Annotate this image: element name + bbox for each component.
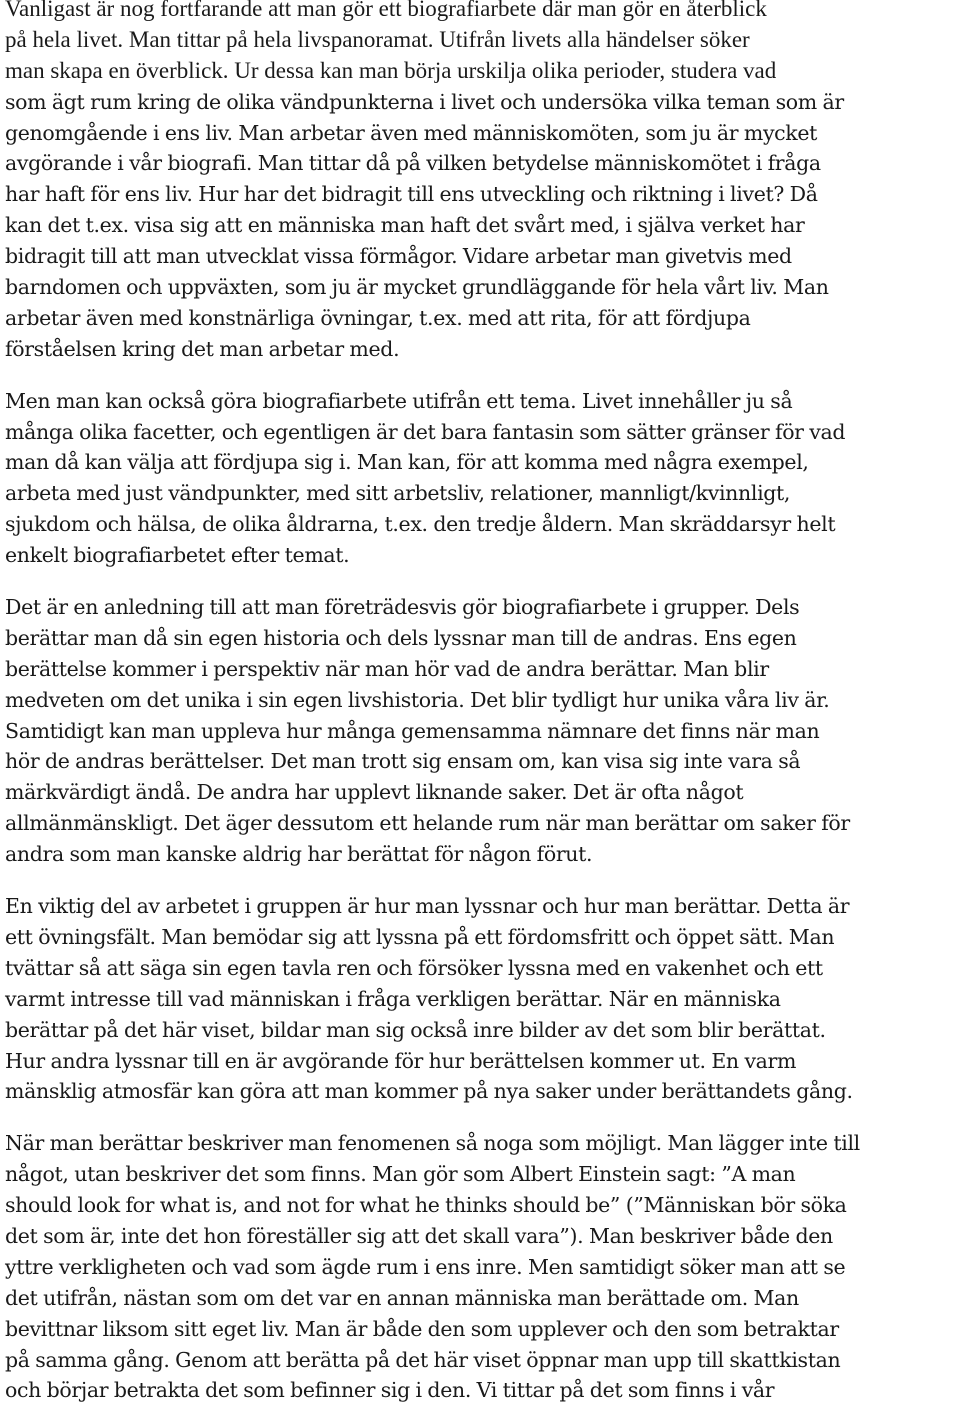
- text-line: allmänmänskligt. Det äger dessutom ett helande rum när man berättar om saker för: [5, 811, 850, 836]
- text-line: sjukdom och hälsa, de olika åldrarna, t.ex. den tredje åldern. Man skräddarsyr helt: [5, 512, 836, 537]
- text-line: bidragit till att man utvecklat vissa förmågor. Vidare arbetar man givetvis med: [5, 244, 792, 269]
- text-line: något, utan beskriver det som finns. Man gör som Albert Einstein sagt: ”A man: [5, 1162, 796, 1187]
- text-line: Men man kan också göra biografiarbete utifrån ett tema. Livet innehåller ju så: [5, 388, 793, 413]
- text-line: man då kan välja att fördjupa sig i. Man kan, för att komma med några exempel,: [5, 450, 809, 475]
- text-line: som ägt rum kring de olika vändpunkterna i livet och undersöka vilka teman som är: [5, 89, 844, 114]
- text-line: medveten om det unika i sin egen livshistoria. Det blir tydligt hur unika våra liv är.: [5, 687, 830, 712]
- text-line: kan det t.ex. visa sig att en människa man haft det svårt med, i själva verket har: [5, 213, 805, 238]
- text-line: bevittnar liksom sitt eget liv. Man är både den som upplever och den som betraktar: [5, 1316, 839, 1341]
- text-line: avgörande i vår biografi. Man tittar då på vilken betydelse människomötet i fråga: [5, 151, 821, 176]
- text-line: och börjar betrakta det som befinner sig i den. Vi tittar på det som finns i vår: [5, 1378, 775, 1403]
- text-line: enkelt biografiarbetet efter temat.: [5, 543, 350, 568]
- text-line: har haft för ens liv. Hur har det bidragit till ens utveckling och riktning i livet? Då: [5, 182, 818, 207]
- text-line: yttre verkligheten och vad som ägde rum i ens inre. Men samtidigt söker man att se: [5, 1254, 846, 1279]
- text-line: ett övningsfält. Man bemödar sig att lyssna på ett fördomsfritt och öppet sätt. Man: [5, 924, 835, 949]
- text-line: Det är en anledning till att man företrädesvis gör biografiarbete i grupper. Dels: [5, 595, 800, 620]
- text-line: det som är, inte det hon föreställer sig att det skall vara”). Man beskriver både den: [5, 1223, 833, 1248]
- paragraph-listening: [5, 891, 957, 1107]
- text-line: berättar man då sin egen historia och dels lyssnar man till de andras. Ens egen: [5, 625, 797, 650]
- text-line: märkvärdigt ändå. De andra har upplevt liknande saker. Det är ofta något: [5, 780, 744, 805]
- paragraph-theme-work: [5, 386, 957, 571]
- paragraph-life-review: [5, 0, 957, 365]
- text-line: berättelse kommer i perspektiv när man hör vad de andra berättar. Man blir: [5, 656, 769, 681]
- text-line: berättar på det här viset, bildar man sig också inre bilder av det som blir berättat.: [5, 1017, 826, 1042]
- text-line: man skapa en överblick. Ur dessa kan man börja urskilja olika perioder, studera vad: [5, 57, 777, 83]
- text-line: Hur andra lyssnar till en är avgörande för hur berättelsen kommer ut. En varm: [5, 1048, 797, 1073]
- text-line: genomgående i ens liv. Man arbetar även med människomöten, som ju är mycket: [5, 120, 818, 145]
- paragraph-group-work: [5, 592, 957, 870]
- text-line: varmt intresse till vad människan i fråga verkligen berättar. När en människa: [5, 986, 781, 1011]
- text-line: hör de andras berättelser. Det man trott sig ensam om, kan visa sig inte vara så: [5, 749, 801, 774]
- text-line: på hela livet. Man tittar på hela livspanoramat. Utifrån livets alla händelser söker: [5, 26, 750, 52]
- text-line: En viktig del av arbetet i gruppen är hur man lyssnar och hur man berättar. Detta är: [5, 894, 850, 919]
- text-line: mänsklig atmosfär kan göra att man kommer på nya saker under berättandets gång.: [5, 1079, 853, 1104]
- text-line: När man berättar beskriver man fenomenen så noga som möjligt. Man lägger inte till: [5, 1131, 860, 1156]
- text-line: förståelsen kring det man arbetar med.: [5, 336, 400, 361]
- text-line: tvättar så att säga sin egen tavla ren och försöker lyssna med en vakenhet och ett: [5, 955, 823, 980]
- text-line: Vanligast är nog fortfarande att man gör ett biografiarbete där man gör en återblick: [5, 0, 767, 21]
- paragraph-describing: [5, 1128, 957, 1406]
- text-line: should look for what is, and not for what he thinks should be” (”Människan bör söka: [5, 1193, 847, 1218]
- text-line: Samtidigt kan man uppleva hur många gemensamma nämnare det finns när man: [5, 718, 820, 743]
- text-line: det utifrån, nästan som om det var en annan människa man berättade om. Man: [5, 1285, 799, 1310]
- text-line: på samma gång. Genom att berätta på det här viset öppnar man upp till skattkistan: [5, 1347, 841, 1372]
- text-line: andra som man kanske aldrig har berättat för någon förut.: [5, 842, 593, 867]
- text-line: många olika facetter, och egentligen är det bara fantasin som sätter gränser för vad: [5, 419, 846, 444]
- text-line: barndomen och uppväxten, som ju är mycket grundläggande för hela vårt liv. Man: [5, 275, 829, 300]
- text-line: arbetar även med konstnärliga övningar, t.ex. med att rita, för att fördjupa: [5, 305, 751, 330]
- document-page: [5, 0, 957, 1427]
- text-line: arbeta med just vändpunkter, med sitt arbetsliv, relationer, mannligt/kvinnligt,: [5, 481, 791, 506]
